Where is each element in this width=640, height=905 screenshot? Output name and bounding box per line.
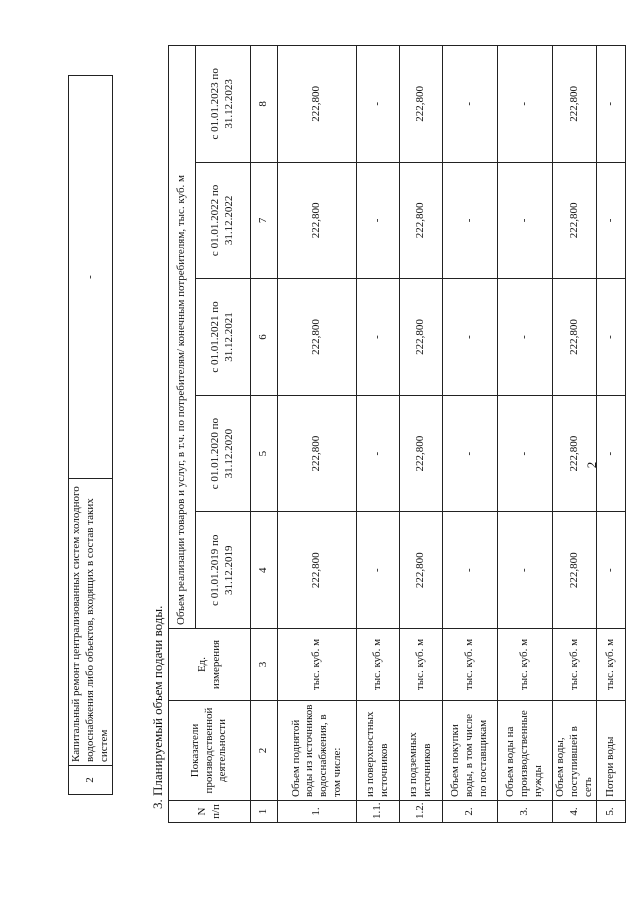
row-number: 1.1.: [357, 801, 400, 823]
row-value: -: [357, 162, 400, 279]
row-value: 222,800: [278, 512, 357, 629]
row-indicator: из подземных источников: [400, 701, 443, 801]
row-value: 222,800: [278, 162, 357, 279]
row-value: -: [443, 395, 498, 512]
row-value: -: [357, 512, 400, 629]
column-number: 8: [251, 46, 278, 163]
row-value: 222,800: [400, 162, 443, 279]
column-number: 1: [251, 801, 278, 823]
row-value: -: [498, 46, 553, 163]
period-header: с 01.01.2022 по 31.12.2022: [196, 162, 251, 279]
row-value: -: [443, 46, 498, 163]
table-row: [69, 76, 113, 795]
column-number: 7: [251, 162, 278, 279]
table-row: [498, 46, 553, 823]
table-row: [357, 46, 400, 823]
row-unit: тыс. куб. м: [597, 629, 626, 701]
row-value: -: [597, 512, 626, 629]
row-unit: тыс. куб. м: [278, 629, 357, 701]
row-value: -: [357, 46, 400, 163]
row-indicator: Объем покупки воды, в том числе по поставщикам: [443, 701, 498, 801]
row-value: -: [597, 46, 626, 163]
row-unit: тыс. куб. м: [357, 629, 400, 701]
row-number: 2.: [443, 801, 498, 823]
header-unit: Ед. измерения: [169, 629, 251, 701]
row-value: -: [597, 279, 626, 396]
row-value: 222,800: [553, 279, 597, 396]
repair-table: [68, 75, 113, 795]
column-number: 4: [251, 512, 278, 629]
row-indicator: Объем воды на производственные нужды: [498, 701, 553, 801]
table-row: [597, 46, 626, 823]
row-number: 4.: [553, 801, 597, 823]
row-indicator: Объем воды, поступившей в сеть: [553, 701, 597, 801]
period-header: с 01.01.2020 по 31.12.2020: [196, 395, 251, 512]
row-unit: тыс. куб. м: [553, 629, 597, 701]
row-unit: тыс. куб. м: [498, 629, 553, 701]
row-number: 5.: [597, 801, 626, 823]
row-value: -: [597, 162, 626, 279]
column-number: 5: [251, 395, 278, 512]
row-value: -: [443, 162, 498, 279]
row-value: 222,800: [400, 279, 443, 396]
row-value: -: [498, 162, 553, 279]
column-numbers-row: [251, 46, 278, 823]
header-num: N п/п: [169, 801, 251, 823]
row-indicator: Объем поднятой воды из источников водоснабжения, в том числе:: [278, 701, 357, 801]
column-number: 3: [251, 629, 278, 701]
row-number: 1.: [278, 801, 357, 823]
header-volume: Объем реализации товаров и услуг, в т.ч. по потребителям/ конечным потребителям, тыс. куб. м: [169, 46, 196, 629]
row-value: -: [498, 395, 553, 512]
row-value: -: [443, 512, 498, 629]
page-number: 2: [584, 461, 599, 469]
table-row: [553, 46, 597, 823]
row-value: 222,800: [278, 395, 357, 512]
row-value: -: [498, 279, 553, 396]
row-value: 222,800: [278, 46, 357, 163]
row-unit: тыс. куб. м: [443, 629, 498, 701]
row-number: 2: [69, 766, 113, 795]
row-value: 222,800: [553, 395, 597, 512]
row-indicator: Потери воды: [597, 701, 626, 801]
row-value: 222,800: [553, 162, 597, 279]
row-value: 222,800: [400, 395, 443, 512]
row-number: 3.: [498, 801, 553, 823]
row-indicator: из поверхностных источников: [357, 701, 400, 801]
header-indicator: Показатели производственной деятельности: [169, 701, 251, 801]
header-row: [169, 46, 196, 823]
table-row: [278, 46, 357, 823]
row-value: -: [357, 279, 400, 396]
row-description: Капитальный ремонт централизованных систем холодного водоснабжения либо объектов, входящих в состав таких систем: [69, 479, 113, 766]
row-value: 222,800: [553, 512, 597, 629]
period-header: с 01.01.2019 по 31.12.2019: [196, 512, 251, 629]
row-number: 1.2.: [400, 801, 443, 823]
row-value: -: [597, 395, 626, 512]
period-header: с 01.01.2023 по 31.12.2023: [196, 46, 251, 163]
column-number: 2: [251, 701, 278, 801]
row-unit: тыс. куб. м: [400, 629, 443, 701]
table-row: [400, 46, 443, 823]
row-value: 222,800: [400, 512, 443, 629]
row-value: 222,800: [553, 46, 597, 163]
row-value: -: [498, 512, 553, 629]
row-value: 222,800: [278, 279, 357, 396]
column-number: 6: [251, 279, 278, 396]
water-supply-table: [168, 45, 626, 823]
row-value: -: [357, 395, 400, 512]
row-value: 222,800: [400, 46, 443, 163]
section-title: 3. Планируемый объем подачи воды.: [150, 605, 165, 809]
row-value: -: [69, 76, 113, 479]
row-value: -: [443, 279, 498, 396]
table-row: [443, 46, 498, 823]
period-header: с 01.01.2021 по 31.12.2021: [196, 279, 251, 396]
